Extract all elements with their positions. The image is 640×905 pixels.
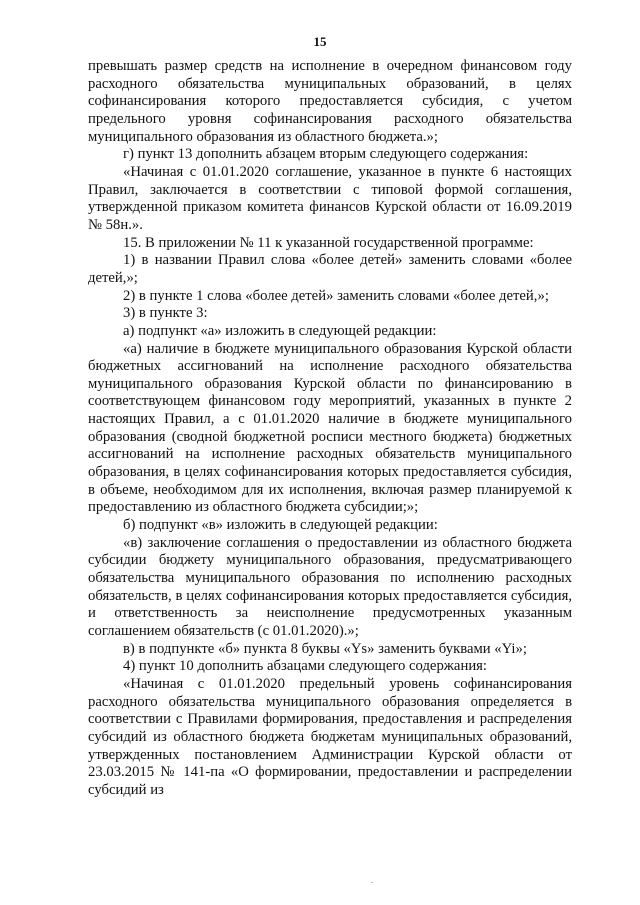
paragraph-4: 15. В приложении № 11 к указанной государственной программе:	[123, 234, 534, 251]
paragraph-1: превышать размер средств на исполнение в очередном финансовом году расходного обязательства муниципальных образований, в целях софинансирования которого предоставляется субсидия, с учетом предельного уровня софинансирования расходного обязательства муниципального образования из областного бюджета.»;	[88, 58, 572, 145]
document-body	[88, 58, 572, 800]
page-number: 15	[313, 34, 327, 49]
paragraph-8: а) подпункт «а» изложить в следующей редакции:	[123, 322, 437, 339]
paragraph-11: «в) заключение соглашения о предоставлении из областного бюджета субсидии бюджету муниципального образования, предусматривающего обязательства муниципального образования по исполнению расходных обязательств, в целях софинансирования которых предоставляется субсидия, и ответственность за неисполнение предусмотренных указанным соглашением обязательств (с 01.01.2020).»;	[88, 534, 572, 639]
paragraph-3: «Начиная с 01.01.2020 соглашение, указанное в пункте 6 настоящих Правил, заключается в соответствии с типовой формой соглашения, утвержденной приказом комитета финансов Курской области от 16.09.2019 № 58н.».	[88, 163, 572, 233]
scan-speck: .	[371, 876, 373, 885]
paragraph-6: 2) в пункте 1 слова «более детей» заменить словами «более детей,»;	[123, 287, 549, 304]
paragraph-7: 3) в пункте 3:	[123, 305, 208, 322]
paragraph-2: г) пункт 13 дополнить абзацем вторым следующего содержания:	[123, 146, 529, 163]
paragraph-5: 1) в названии Правил слова «более детей» заменить словами «более детей,»;	[88, 252, 572, 286]
paragraph-13: 4) пункт 10 дополнить абзацами следующего содержания:	[123, 658, 488, 675]
paragraph-10: б) подпункт «в» изложить в следующей редакции:	[123, 517, 438, 534]
paragraph-9: «а) наличие в бюджете муниципального образования Курской области бюджетных ассигнований на исполнение расходного обязательства муниципального образования Курской области по финансированию в соответствующем финансовом году мероприятий, указанных в пункте 2 настоящих Правил, а с 01.01.2020 наличие в бюджете муниципального образования (сводной бюджетной росписи местного бюджета) бюджетных ассигнований на исполнение расходных обязательств муниципального образования, в целях софинансирования которых предоставляется субсидия, в объеме, необходимом для их исполнения, включая размер планируемой к предоставлению из областного бюджета субсидии;»;	[88, 340, 572, 516]
paragraph-12: в) в подпункте «б» пункта 8 буквы «Ys» заменить буквами «Yi»;	[123, 640, 527, 657]
paragraph-14: «Начиная с 01.01.2020 предельный уровень софинансирования расходного обязательства муниципального образования определяется в соответствии с Правилами формирования, предоставления и распределения субсидий из областного бюджета бюджетам муниципальных образований, утвержденных постановлением Администрации Курской области от 23.03.2015 № 141-па «О формировании, предоставлении и распределении субсидий из	[88, 675, 572, 798]
